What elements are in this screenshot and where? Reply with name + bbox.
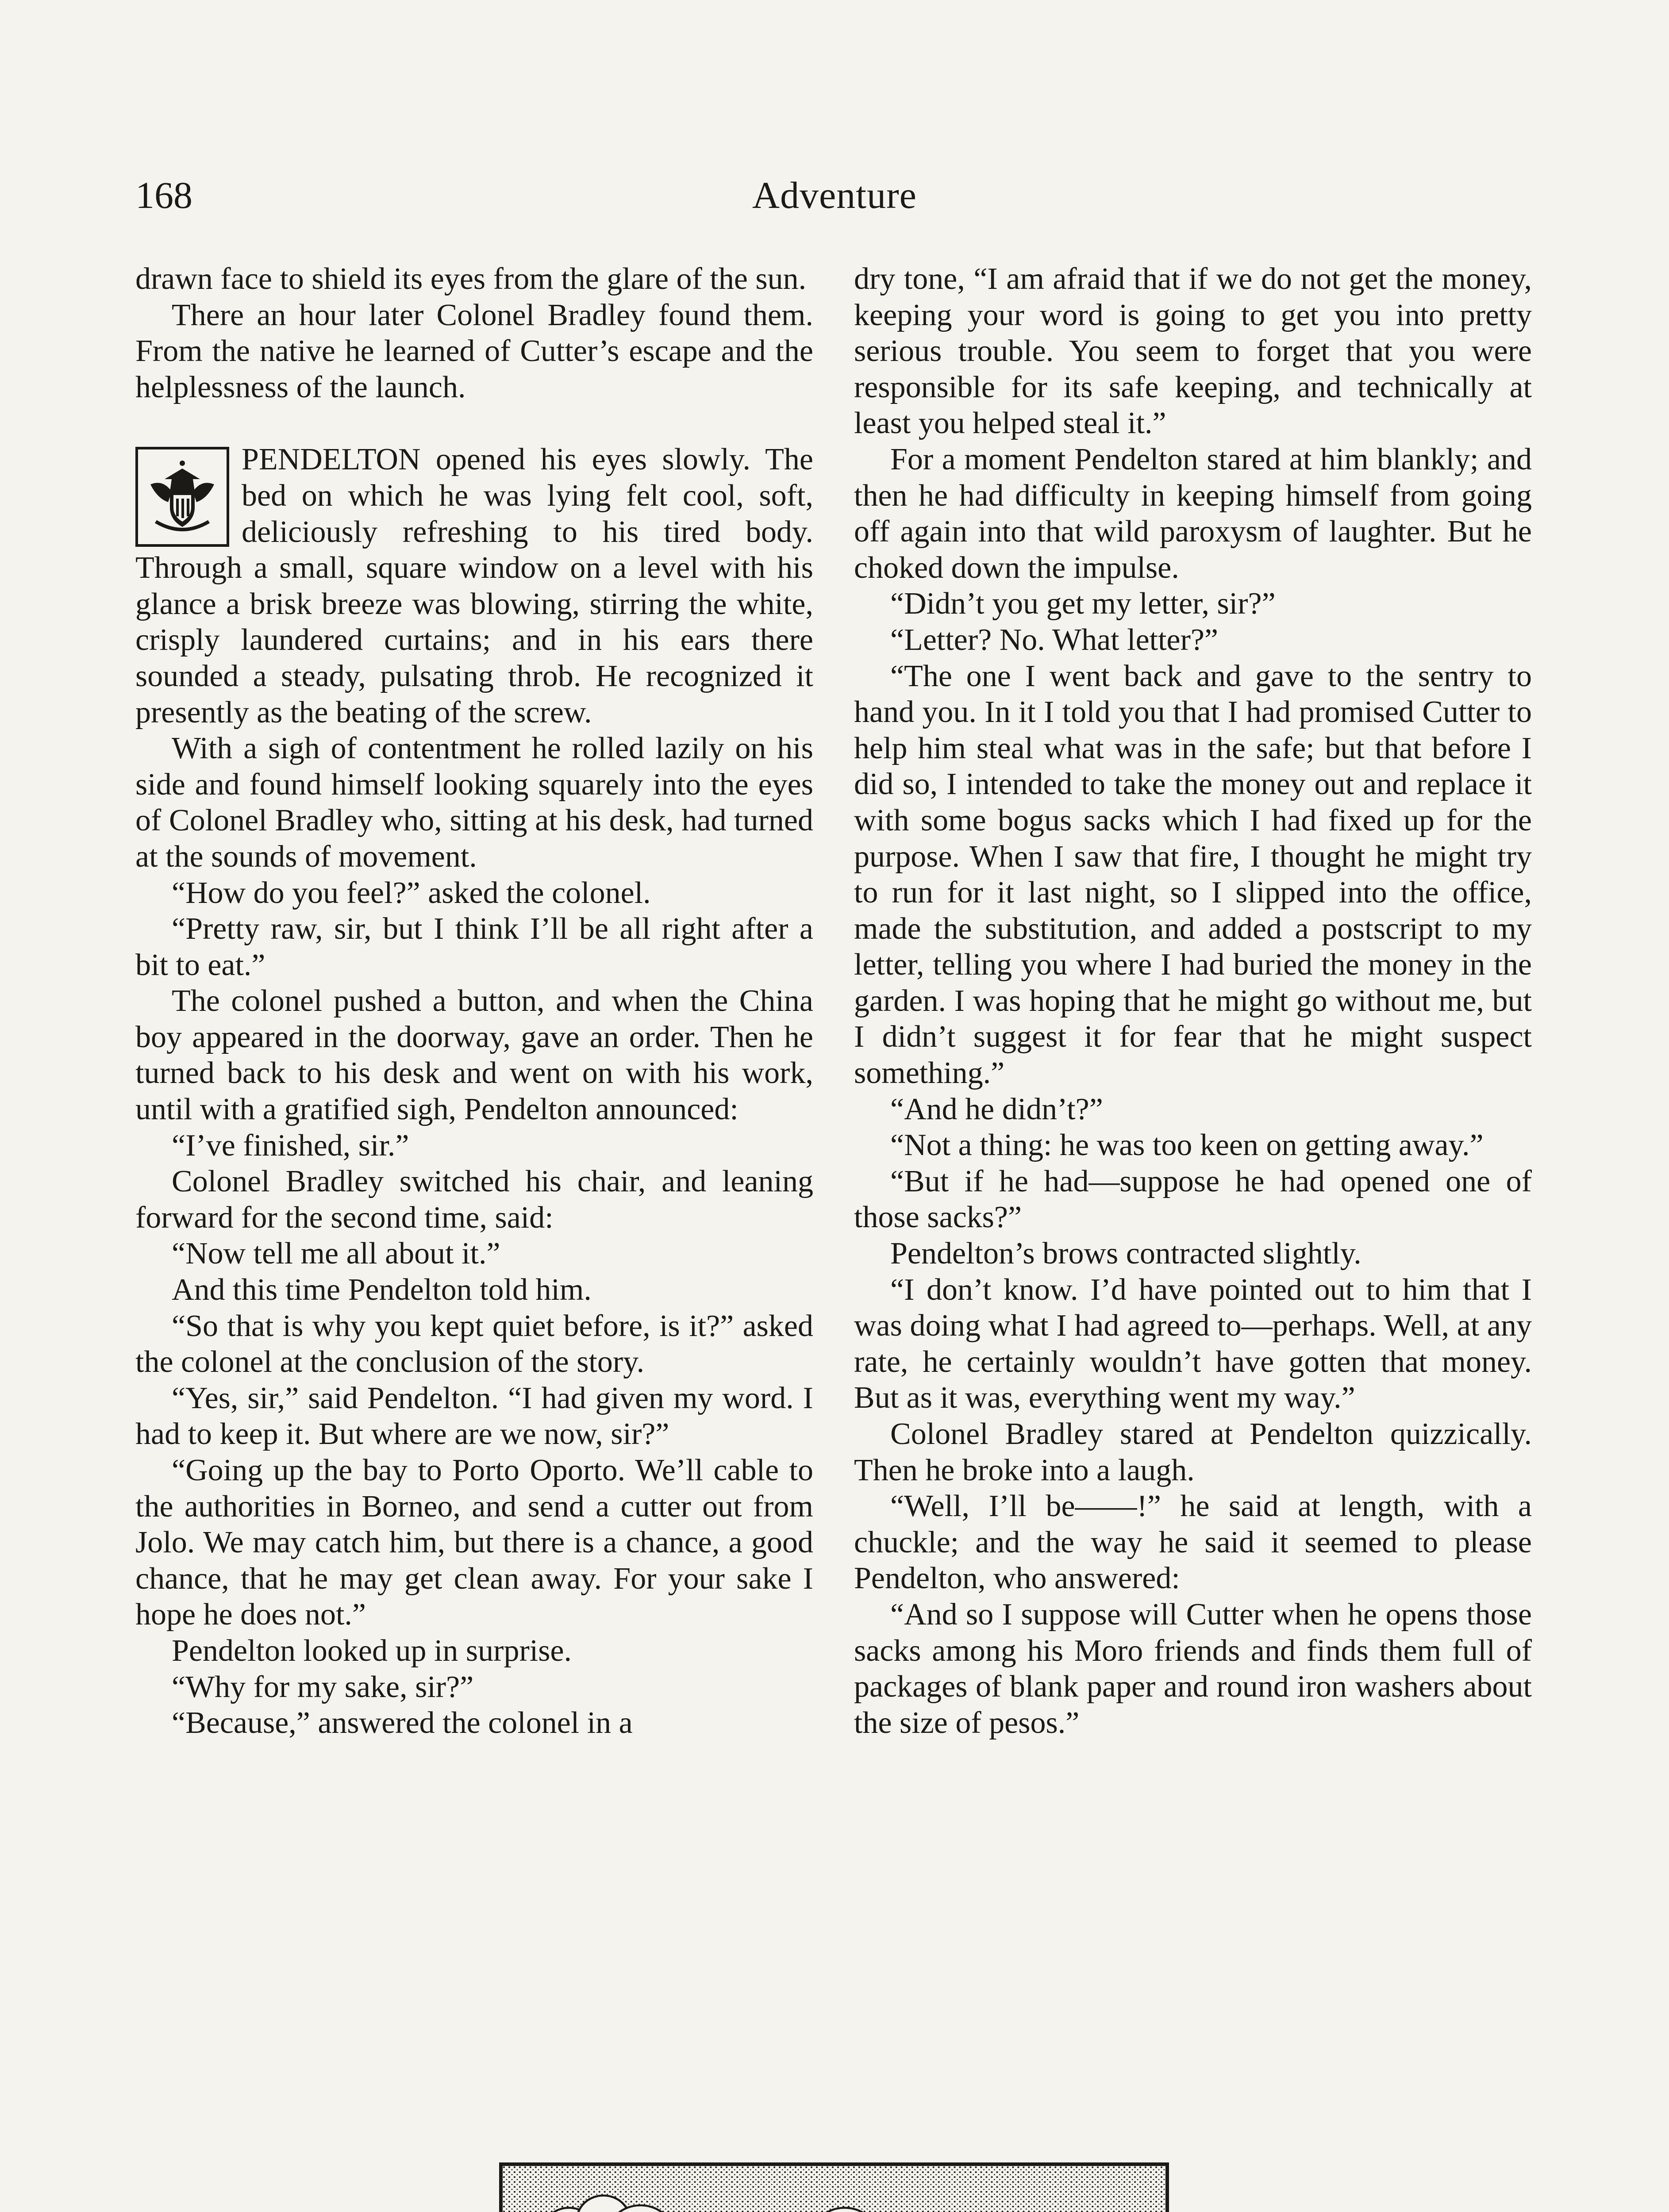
paragraph: “How do you feel?” asked the colonel. [172,876,651,910]
paragraph: “Now tell me all about it.” [172,1237,500,1271]
paragraph: For a moment Pendelton stared at him blankly; and then he had difficulty in keeping himself from going off again into that wild paroxysm of laughter. But he choked down the impulse. [854,442,1532,585]
left-column [135,261,813,1741]
paragraph: PENDELTON opened his eyes slowly. The bed on which he was lying felt cool, soft, deliciously refreshing to his tired body. Through a small, square window on a level with his glance a brisk breeze was blowing, stirring the white, crisply laundered curtains; and in his ears there sounded a steady, pulsating throb. He recognized it presently as the beating of the screw. [135,442,813,730]
paragraph: “Because,” answered the colonel in a [172,1706,633,1740]
paragraph: “Not a thing: he was too keen on getting away.” [890,1128,1484,1163]
paragraph: Colonel Bradley switched his chair, and leaning forward for the second time, said: [135,1164,813,1235]
paragraph: With a sigh of contentment he rolled lazily on his side and found himself looking squarely into the eyes of Colonel Bradley who, sitting at his desk, had turned at the sounds of movement. [135,731,813,874]
paragraph: Colonel Bradley stared at Pendelton quizzically. Then he broke into a laugh. [854,1417,1532,1487]
paragraph: “But if he had—suppose he had opened one of those sacks?” [854,1164,1532,1235]
paragraph: Pendelton looked up in surprise. [172,1633,572,1668]
clouds-landscape-icon [499,2162,1169,2212]
paragraph: “And he didn’t?” [890,1092,1103,1126]
eagle-shield-icon [135,447,229,547]
paragraph: There an hour later Colonel Bradley found them. From the native he learned of Cutter’s escape and the helplessness of the launch. [135,298,813,404]
paragraph: “I’ve finished, sir.” [172,1128,409,1163]
paragraph: “Letter? No. What letter?” [890,622,1219,657]
paragraph: dry tone, “I am afraid that if we do not get the money, keeping your word is going to get you into pretty serious trouble. You seem to forget that you were responsible for its safe keeping, and technically at least you helped steal it.” [854,262,1532,441]
paragraph: drawn face to shield its eyes from the glare of the sun. [135,262,807,296]
paragraph: Pendelton’s brows contracted slightly. [890,1237,1361,1271]
running-head: Adventure [752,174,917,216]
paragraph: “So that is why you kept quiet before, is it?” asked the colonel at the conclusion of the story. [135,1309,813,1379]
right-column [854,261,1532,1741]
paragraph: “Well, I’ll be——!” he said at length, with a chuckle; and the way he said it seemed to please Pendelton, who answered: [854,1489,1532,1596]
paragraph: “Pretty raw, sir, but I think I’ll be all right after a bit to eat.” [135,912,813,982]
paragraph: “I don’t know. I’d have pointed out to him that I was doing what I had agreed to—perhaps. Well, at any rate, he certainly wouldn’t have gotten that money. But as it was, everything went my way.” [854,1272,1532,1415]
paragraph: “Yes, sir,” said Pendelton. “I had given my word. I had to keep it. But where are we now, sir?” [135,1381,813,1452]
paragraph: “The one I went back and gave to the sentry to hand you. In it I told you that I had promised Cutter to help him steal what was in the safe; but that before I did so, I intended to take the money out and replace it with some bogus sacks which I had fixed up for the purpose. When I saw that fire, I thought he might try to run for it last night, so I slipped into the office, made the substitution, and added a postscript to my letter, telling you where I had buried the money in the garden. I was hoping that he might go without me, but I didn’t suggest it for fear that he might suspect something.” [854,659,1532,1091]
paragraph: “Why for my sake, sir?” [172,1670,474,1704]
page-number: 168 [135,174,192,216]
paragraph: “And so I suppose will Cutter when he opens those sacks among his Moro friends and finds them full of packages of blank paper and round iron washers about the size of pesos.” [854,1597,1532,1740]
paragraph: “Didn’t you get my letter, sir?” [890,587,1276,621]
paragraph: And this time Pendelton told him. [172,1273,592,1307]
paragraph: “Going up the bay to Porto Oporto. We’ll cable to the authorities in Borneo, and send a cutter out from Jolo. We may catch him, but there is a chance, a good chance, that he may get clean away. For your sake I hope he does not.” [135,1453,813,1632]
paragraph: The colonel pushed a button, and when the China boy appeared in the doorway, gave an order. Then he turned back to his desk and went on with his work, until with a gratified sigh, Pendelton announced: [135,984,813,1127]
